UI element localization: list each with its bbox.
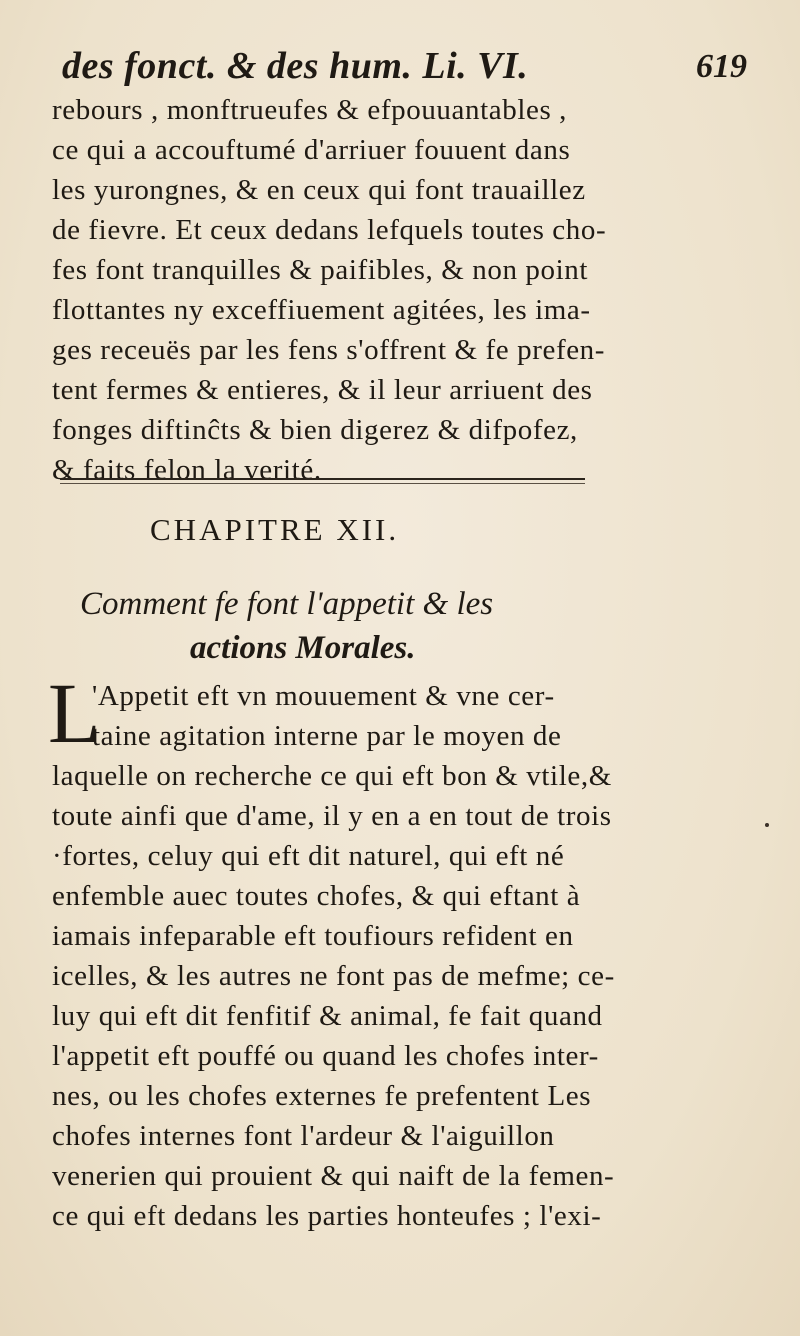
running-title: des fonct. & des hum. Li. VI. <box>62 45 529 87</box>
chapter-paragraph <box>52 676 752 1236</box>
ink-speck <box>765 823 769 827</box>
text-line: enfemble auec toutes chofes, & qui eftant à <box>52 880 581 912</box>
text-line: & faits felon la verité. <box>52 454 322 486</box>
text-line: toute ainfi que d'ame, il y en a en tout de trois <box>52 800 612 832</box>
text-line: flottantes ny exceffiuement agitées, les ima- <box>52 294 591 326</box>
text-line: venerien qui prouient & qui naift de la femen- <box>52 1160 615 1192</box>
top-text-block <box>52 90 752 490</box>
text-line: iamais infeparable eft toufiours refident en <box>52 920 574 952</box>
text-line: laquelle on recherche ce qui eft bon & vtile,& <box>52 760 612 792</box>
text-line: l'appetit eft pouffé ou quand les chofes inter- <box>52 1040 599 1072</box>
text-line: ce qui eft dedans les parties honteufes ; l'exi- <box>52 1200 602 1232</box>
section-rule-thin <box>60 483 585 484</box>
text-line: taine agitation interne par le moyen de <box>92 720 562 752</box>
chapter-title <box>80 582 640 670</box>
text-line: ges receuës par les fens s'offrent & fe prefen- <box>52 334 606 366</box>
text-line: tent fermes & entieres, & il leur arriuent des <box>52 374 593 406</box>
chapter-title-line: Comment fe font l'appetit & les <box>80 586 494 622</box>
chapter-title-line: actions Morales. <box>190 630 416 666</box>
chapter-heading: CHAPITRE XII. <box>150 512 400 547</box>
text-line: icelles, & les autres ne font pas de mefme; ce- <box>52 960 615 992</box>
text-line: nes, ou les chofes externes fe prefentent Les <box>52 1080 592 1112</box>
text-line: ·fortes, celuy qui eft dit naturel, qui eft né <box>52 840 565 872</box>
text-line: fes font tranquilles & paifibles, & non point <box>52 254 589 286</box>
drop-cap: L <box>48 665 101 761</box>
text-line: les yurongnes, & en ceux qui font trauaillez <box>52 174 586 206</box>
text-line: chofes internes font l'ardeur & l'aiguillon <box>52 1120 555 1152</box>
text-line: 'Appetit eft vn mouuement & vne cer- <box>92 680 555 712</box>
page-number: 619 <box>696 48 747 85</box>
text-line: luy qui eft dit fenfitif & animal, fe fait quand <box>52 1000 603 1032</box>
text-line: de fievre. Et ceux dedans lefquels toutes cho- <box>52 214 607 246</box>
text-line: ce qui a accouftumé d'arriuer fouuent dans <box>52 134 571 166</box>
text-line: rebours , monftrueufes & efpouuantables , <box>52 94 568 126</box>
running-head <box>62 40 747 92</box>
text-line: fonges diftinĉts & bien digerez & difpofez, <box>52 414 578 446</box>
section-rule <box>60 478 585 480</box>
